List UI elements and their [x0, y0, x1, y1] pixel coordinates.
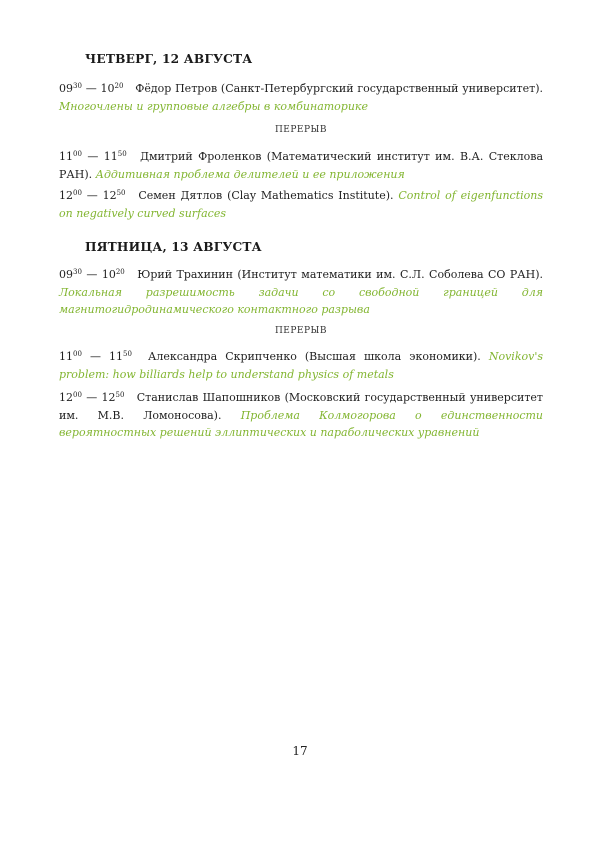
talk-time: $09^{30}$ — $10^{20}$ [59, 82, 124, 95]
talk-time: $09^{30}$ — $10^{20}$ [59, 268, 125, 281]
talk-entry [59, 266, 543, 319]
talk-title: Проблема Колмогорова о единственности вероятностных решений эллиптических и параболических уравнений [59, 408, 544, 439]
talk-entry [59, 80, 543, 115]
talk-speaker: Станислав Шапошников (Московский государственный университет им. М.В. Ломоносова). [59, 391, 544, 422]
page-number: 17 [292, 744, 308, 758]
talk-speaker: Дмитрий Фроленков (Математический институт им. В.А. Стеклова РАН). [59, 150, 544, 181]
day-heading: ПЯТНИЦА, 13 АВГУСТА [85, 240, 262, 254]
talk-entry [59, 187, 543, 222]
talk-time: $11^{00}$ — $11^{50}$ [59, 150, 127, 163]
day-heading: ЧЕТВЕРГ, 12 АВГУСТА [85, 52, 253, 66]
talk-entry [59, 148, 543, 183]
talk-title: Многочлены и групповые алгебры в комбинаторике [59, 99, 369, 113]
talk-speaker: Семен Дятлов (Clay Mathematics Institute). [138, 189, 394, 202]
talk-time: $12^{00}$ — $12^{50}$ [59, 189, 126, 202]
break-label: ПЕРЕРЫВ [274, 326, 328, 336]
talk-speaker: Юрий Трахинин (Институт математики им. С.Л. Соболева СО РАН). [137, 268, 544, 281]
talk-title: Novikov's problem: how billiards help to understand physics of metals [59, 350, 543, 381]
talk-entry [59, 389, 543, 442]
talk-title: Аддитивная проблема делителей и ее приложения [95, 167, 405, 181]
talk-entry [59, 348, 543, 383]
break-label: ПЕРЕРЫВ [274, 125, 328, 135]
talk-speaker: Фёдор Петров (Санкт-Петербургский государственный университет). [135, 82, 544, 95]
talk-speaker: Александра Скрипченко (Высшая школа экономики). [148, 350, 481, 363]
talk-time: $11^{00}$ — $11^{50}$ [59, 350, 132, 363]
talk-title: Control of eigenfunctions on negatively curved surfaces [59, 189, 543, 220]
talk-time: $12^{00}$ — $12^{50}$ [59, 391, 125, 404]
talk-title: Локальная разрешимость задачи со свободной границей для магнитогидродинамического контактного разрыва [59, 285, 543, 316]
